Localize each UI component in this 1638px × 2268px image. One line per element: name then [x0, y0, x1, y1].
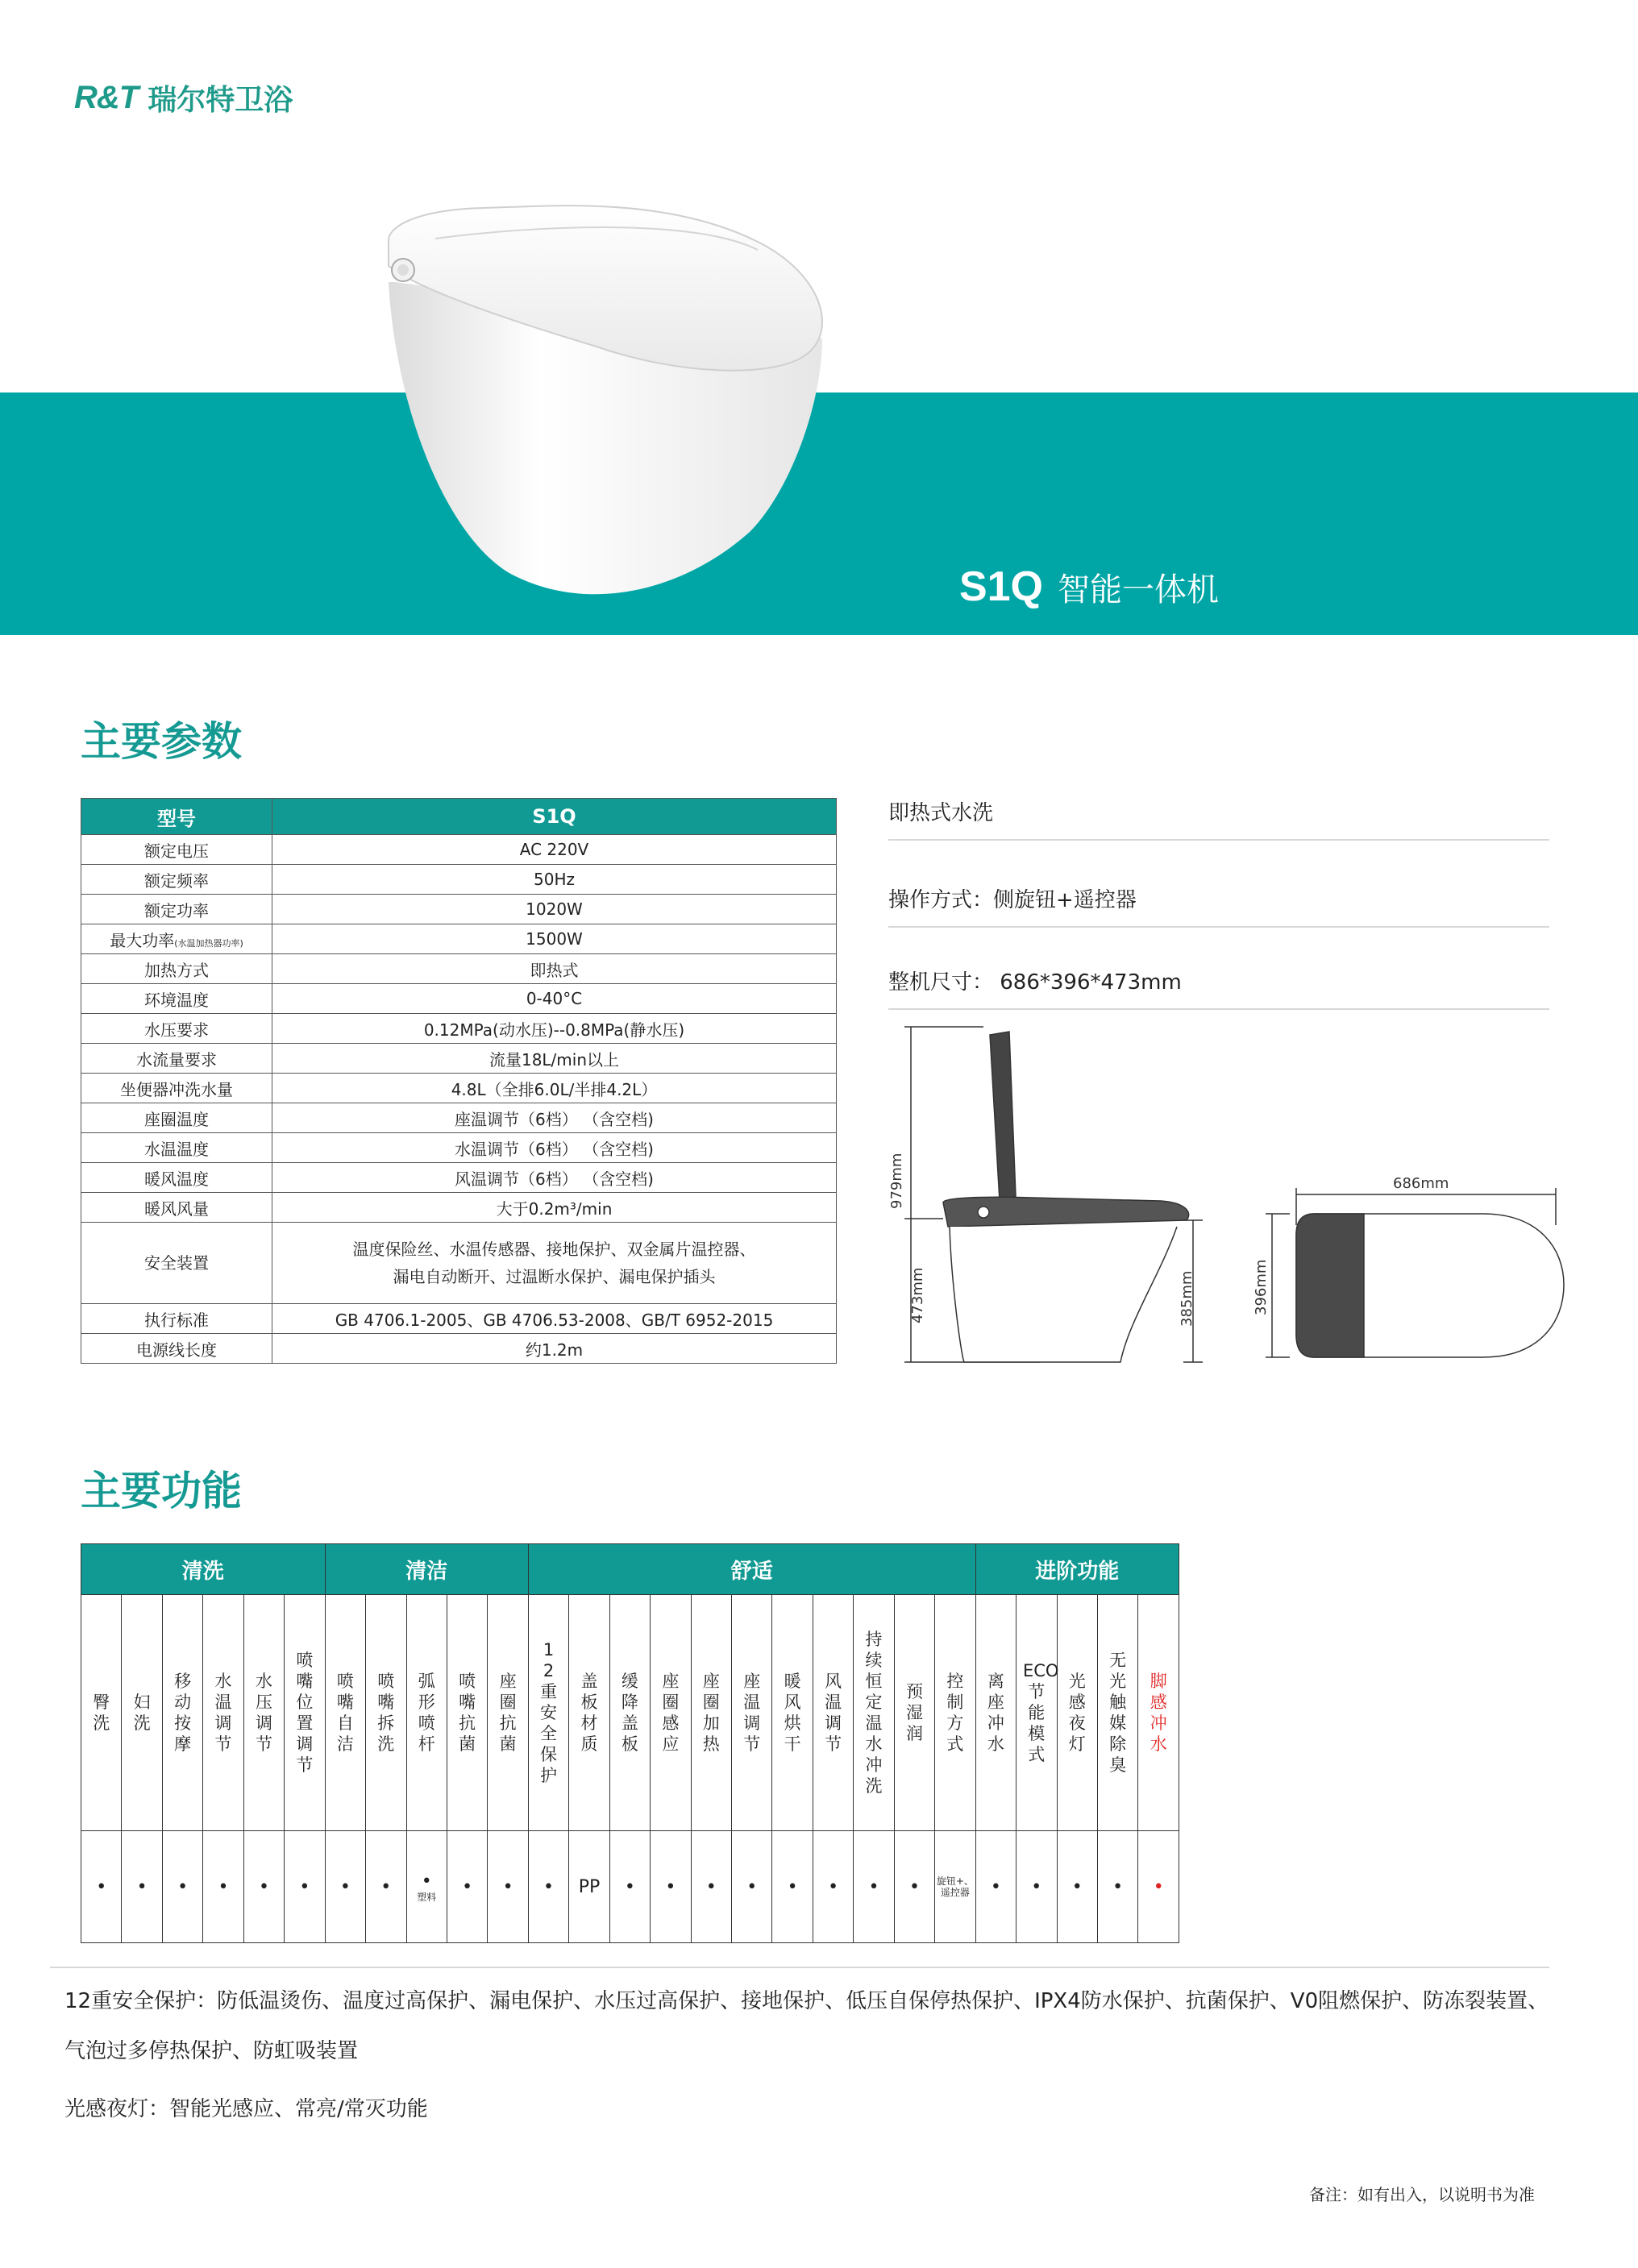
value-cell: • [243, 1831, 284, 1943]
value-cell: • [488, 1831, 528, 1943]
spec-key: 暖风温度 [81, 1163, 272, 1193]
value-cell: • [528, 1831, 568, 1943]
spec-row [81, 1334, 837, 1364]
spec-key: 座圈温度 [81, 1103, 272, 1133]
feature-cell: 离座冲水 [975, 1595, 1016, 1831]
value-cell: • [813, 1831, 853, 1943]
function-table [81, 1543, 1179, 1943]
group-clean: 清洁 [325, 1544, 528, 1595]
value-cell: PP [569, 1831, 609, 1943]
info-dimensions: 整机尺寸： 686*396*473mm [888, 966, 1549, 1010]
spec-key-max-power [81, 924, 272, 954]
spec-row [81, 924, 837, 954]
spec-key: 暖风风量 [81, 1193, 272, 1223]
spec-row [81, 835, 837, 865]
product-model: S1Q [958, 563, 1043, 610]
spec-row [81, 895, 837, 924]
brand-logo [74, 77, 293, 118]
params-heading: 主要参数 [81, 718, 242, 765]
value-cell: • [651, 1831, 691, 1943]
safety-note-line-1: 12重安全保护：防低温烫伤、温度过高保护、漏电保护、水压过高保护、接地保护、低压自保停热保护、IPX4防水保护、抗菌保护、V0阻燃保护、防冻裂装置、 [64, 1989, 1549, 2013]
value-cell: • [81, 1831, 122, 1943]
safety-note-line-2: 气泡过多停热保护、防虹吸装置 [64, 2039, 359, 2063]
spec-key: 电源线长度 [81, 1334, 272, 1364]
value-cell-arc [406, 1831, 447, 1943]
value-cell: • [854, 1831, 894, 1943]
spec-table [81, 798, 837, 1364]
spec-key: 额定频率 [81, 865, 272, 895]
brand-mark: R&T [74, 80, 139, 115]
spec-value: AC 220V [272, 835, 837, 865]
spec-key-text: 最大功率 [110, 930, 175, 950]
spec-key: 坐便器冲洗水量 [81, 1074, 272, 1103]
spec-header-model: S1Q [272, 799, 837, 835]
feature-cell: 光感夜灯 [1057, 1595, 1097, 1831]
value-dot: • [421, 1871, 432, 1892]
spec-value: 4.8L（全排6.0L/半排4.2L） [272, 1074, 837, 1103]
value-cell: • [894, 1831, 934, 1943]
value-note: 塑料 [417, 1891, 437, 1903]
feature-cell: 12重安全保护 [528, 1595, 568, 1831]
functions-heading: 主要功能 [81, 1468, 242, 1514]
value-cell: • [285, 1831, 325, 1943]
safety-line-2: 漏电自动断开、过温断水保护、漏电保护插头 [393, 1267, 716, 1286]
feature-cell: 移动按摩 [162, 1595, 202, 1831]
feature-row [81, 1595, 1179, 1831]
spec-value: GB 4706.1-2005、GB 4706.53-2008、GB/T 6952-2015 [272, 1304, 837, 1334]
value-cell: • [325, 1831, 365, 1943]
feature-cell: 水压调节 [243, 1595, 284, 1831]
product-title [959, 563, 1219, 611]
dim-seat-height: 385mm [1179, 1270, 1195, 1327]
dim-width: 396mm [1253, 1259, 1270, 1315]
spec-key: 额定功率 [81, 895, 272, 924]
spec-value: 流量18L/min以上 [272, 1044, 837, 1074]
value-cell: • [691, 1831, 731, 1943]
feature-cell: 风温调节 [813, 1595, 853, 1831]
spec-value: 水温调节（6档） （含空档) [272, 1133, 837, 1163]
spec-value: 1020W [272, 895, 837, 924]
feature-cell: 喷嘴自洁 [325, 1595, 365, 1831]
spec-key: 环境温度 [81, 984, 272, 1014]
spec-row [81, 1014, 837, 1044]
spec-value: 座温调节（6档） （含空档) [272, 1103, 837, 1133]
feature-cell-highlight: 脚感冲水 [1138, 1595, 1179, 1831]
value-note: 旋钮+、遥控器 [936, 1875, 974, 1898]
info-heating: 即热式水洗 [888, 796, 1549, 841]
spec-value: 0-40°C [272, 984, 837, 1014]
feature-cell: 盖板材质 [569, 1595, 609, 1831]
feature-cell: 座圈感应 [651, 1595, 691, 1831]
feature-cell: 座圈加热 [691, 1595, 731, 1831]
spec-value: 0.12MPa(动水压)--0.8MPa(静水压) [272, 1014, 837, 1044]
spec-key: 额定电压 [81, 835, 272, 865]
spec-row [81, 865, 837, 895]
feature-cell: 水温调节 [203, 1595, 243, 1831]
feature-cell: 喷嘴拆洗 [366, 1595, 406, 1831]
spec-key: 加热方式 [81, 954, 272, 984]
spec-key: 水流量要求 [81, 1044, 272, 1074]
value-cell-control [935, 1831, 975, 1943]
value-cell: • [1057, 1831, 1097, 1943]
spec-key-note: (水温加热器功率) [174, 937, 243, 949]
value-cell: • [975, 1831, 1016, 1943]
info-operation: 操作方式：侧旋钮+遥控器 [888, 883, 1549, 928]
feature-cell: 弧形喷杆 [406, 1595, 447, 1831]
value-cell: • [122, 1831, 162, 1943]
spec-key: 水温温度 [81, 1133, 272, 1163]
spec-value: 1500W [272, 924, 837, 954]
safety-line-1: 温度保险丝、水温传感器、接地保护、双金属片温控器、 [352, 1240, 756, 1259]
value-cell: • [203, 1831, 243, 1943]
spec-key: 安全装置 [81, 1223, 272, 1304]
spec-value: 约1.2m [272, 1334, 837, 1364]
spec-value: 即热式 [272, 954, 837, 984]
value-cell: • [1016, 1831, 1057, 1943]
spec-value-safety [272, 1223, 837, 1304]
spec-value: 风温调节（6档） （含空档) [272, 1163, 837, 1193]
dim-total-height: 979mm [888, 1153, 905, 1209]
spec-key: 执行标准 [81, 1304, 272, 1334]
spec-value: 50Hz [272, 865, 837, 895]
value-cell: • [1097, 1831, 1137, 1943]
feature-cell: 喷嘴位置调节 [285, 1595, 325, 1831]
spec-row [81, 1304, 837, 1334]
spec-row [81, 1103, 837, 1133]
value-cell: • [366, 1831, 406, 1943]
spec-row [81, 1163, 837, 1193]
feature-cell: 臀洗 [81, 1595, 122, 1831]
product-name: 智能一体机 [1058, 571, 1219, 609]
function-group-row [81, 1544, 1179, 1595]
group-cleaning: 清洗 [81, 1544, 326, 1595]
product-image [371, 193, 838, 613]
dim-body-height: 473mm [909, 1267, 926, 1323]
feature-cell: 控制方式 [935, 1595, 975, 1831]
value-cell: • [772, 1831, 813, 1943]
brand-name: 瑞尔特卫浴 [148, 84, 293, 117]
spec-row-safety [81, 1223, 837, 1304]
footer-remark: 备注：如有出入，以说明书为准 [1309, 2185, 1535, 2204]
dimension-diagram [887, 1016, 1580, 1370]
spec-row [81, 1074, 837, 1103]
feature-cell: 缓降盖板 [609, 1595, 650, 1831]
feature-cell: 喷嘴抗菌 [447, 1595, 487, 1831]
value-cell-highlight: • [1138, 1831, 1179, 1943]
feature-cell: 持续恒定温水冲洗 [854, 1595, 894, 1831]
spec-row [81, 984, 837, 1014]
value-cell: • [447, 1831, 487, 1943]
spec-header-key: 型号 [81, 799, 272, 835]
feature-cell: 预湿润 [894, 1595, 934, 1831]
group-comfort: 舒适 [528, 1544, 975, 1595]
spec-row [81, 1133, 837, 1163]
value-cell: • [162, 1831, 202, 1943]
spec-row [81, 954, 837, 984]
group-advanced: 进阶功能 [975, 1544, 1179, 1595]
feature-cell: 无光触媒除臭 [1097, 1595, 1137, 1831]
spec-value: 大于0.2m³/min [272, 1193, 837, 1223]
feature-cell: 座圈抗菌 [488, 1595, 528, 1831]
dim-length: 686mm [1393, 1175, 1449, 1192]
divider [50, 1967, 1549, 1968]
spec-row [81, 1044, 837, 1074]
spec-header-row [81, 799, 837, 835]
spec-row [81, 1193, 837, 1223]
feature-cell: ECO节能模式 [1016, 1595, 1057, 1831]
value-cell: • [609, 1831, 650, 1943]
feature-cell: 妇洗 [122, 1595, 162, 1831]
feature-cell: 座温调节 [732, 1595, 772, 1831]
spec-key: 水压要求 [81, 1014, 272, 1044]
night-light-note: 光感夜灯：智能光感应、常亮/常灭功能 [64, 2097, 428, 2121]
feature-cell: 暖风烘干 [772, 1595, 813, 1831]
value-row [81, 1831, 1179, 1943]
value-cell: • [732, 1831, 772, 1943]
